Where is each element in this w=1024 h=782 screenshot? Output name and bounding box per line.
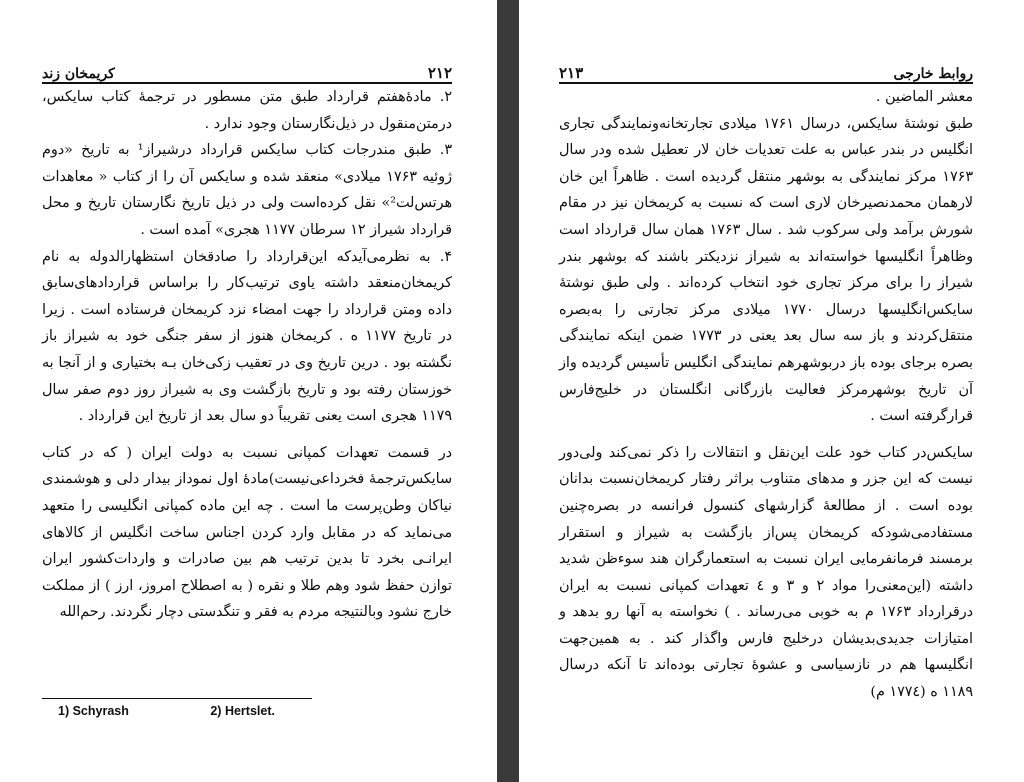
paragraph: در قسمت تعهدات کمپانی نسبت به دولت ایران ( که در کتاب سایکس‌ترجمۀ فخرداعی‌نیست)مادۀ اول نموداز بیدار دلی و هوشمندی نیاکان وطن‌پرست ما است . چه این ماده کمپانی انگلیسی را متعهد می‌نماید که در مقابل وارد کردن اجناس ساخت انگلیس از کالاهای ایرانـی بخرد تا بدین ترتیب هم بین صادرات و واردات‌کشور ایران توازن حفظ شود وهم طلا و نقره ( به اصطلاح امروز، ارز ) از مملکت خارج نشود وبالنتیجه مردم به فقر و تنگدستی دچار نگردند. رحم‌الله [42, 444, 452, 621]
page-number: ۲۱۳ [559, 64, 584, 82]
paragraph: ۲. مادۀهفتم قرارداد طبق متن مسطور در ترجمۀ کتاب سایکس، درمتن‌منقول در ذیل‌نگارستان وجود ندارد . [42, 89, 452, 132]
running-title: کریمخان زند [42, 66, 115, 82]
right-page [519, 0, 1024, 782]
running-head [42, 60, 452, 84]
running-title: روابط خارجی [893, 66, 973, 82]
left-page [0, 0, 497, 782]
footnotes [58, 704, 353, 718]
paragraph: ۴. به نظرمی‌آیدکه این‌قرارداد را صادقخان استظهارالدوله به نام کریمخان‌منعقد داشته یاوی ترتیب‌کار را براساس قراردادهای‌سابق داده ومتن قرارداد را جهت امضاء نزد کریمخان فرستاده است . زیرا در تاریخ ۱۱۷۷ ه . کریمخان هنوز از سفر جنگی خود به شیراز باز نگشته بود . درین تاریخ وی در تعقیب زکی‌خان بـه بختیاری و از آنجا به خوزستان رفته بود و تاریخ بازگشت وی به شیراز روز دوم صفر سال ۱۱۷۹ هجری است یعنی تقریباً دو سال بعد از تاریخ این قرارداد . [42, 248, 452, 425]
paragraph: سایکس‌در کتاب خود علت این‌نقل و انتقالات را ذکر نمی‌کند ولی‌دور نیست که این جزر و مدهای متناوب براثر رفتار کریمخان‌نسبت بدانان بوده است . از مطالعۀ گزارشهای کنسول فرانسه در بصره‌چنین مستفادمی‌شودکه کریمخان پس‌از بازگشت به شیراز و استقرار برمسند فرمانفرمایی ایران نسبت به استعمارگران هند سوءظن شدید داشته (این‌معنی‌را مواد ۲ و ۳ و ٤ تعهدات کمپانی نسبت به ایران درقرارداد ۱۷۶۳ م به خوبی می‌رساند . ) نخواسته به آنها رو بدهد و امتیازات جدیدی‌بدیشان درخلیج فارس واگذار کند . به همین‌جهت انگلیسها هم در نازسیاسی و عشوۀ تجارتی بوده‌اند تا آنکه درسال ۱۱۸۹ ه (۱۷۷٤ م) [559, 444, 974, 701]
book-gutter [497, 0, 519, 782]
paragraph: طبق نوشتۀ سایکس، درسال ۱۷۶۱ میلادی تجارتخانه‌ونمایندگی تجاری انگلیس در بندر عباس به علت تعدیات خان لار تعطیل شده ودر سال ۱۷۶۳ مرکز نمایندگی به بوشهر منتقل گردیده است . ظاهراً این خان لارهمان محمدنصیرخان لاری است که نسبت به کریمخان نیز در مقام شورش برآمد ولی سرکوب شد . سال ۱۷۶۳ همان سال قرارداد است وظاهراً انگلیسها خواسته‌اند به شیراز نزدیکتر باشند که بوشهر بندر شیراز را برای مرکز تجاری خود انتخاب کرده‌اند . ولی طبق نوشتۀ سایکس‌انگلیسها درسال ۱۷۷۰ میلادی مرکز تجارتی را به‌بصره منتقل‌کردند و باز سه سال بعد یعنی در ۱۷۷۳ ضمن اینکه نمایندگی بصره برجای بوده باز دربوشهرهم نمایندگی انگلیس تأسیس گردیده واز آن تاریخ بوشهرمرکز فعالیت بازرگانی انگلستان در خلیج‌فارس قرارگرفته است . [559, 115, 973, 425]
footnote-divider [42, 698, 312, 699]
page-body [559, 84, 973, 706]
page-number: ۲۱۲ [427, 64, 452, 82]
footnote: 2) Hertslet. [210, 704, 275, 718]
page-body [42, 84, 452, 626]
paragraph: معشر الماضین . [875, 89, 973, 105]
running-head [559, 60, 973, 84]
paragraph: ۳. طبق مندرجات کتاب سایکس قرارداد درشیراز¹ به تاریخ «دوم ژوئیه ۱۷۶۳ میلادی» منعقد شده و سایکس آن را از کتاب « معاهدات هرتس‌لت²» نقل کرده‌است ولی در ذیل تاریخ نگارستان تاریخ و محل قرارداد شیراز ۱۲ سرطان ۱۱۷۷ هجری» آمده است . [42, 142, 452, 238]
footnote: 1) Schyrash [58, 704, 129, 718]
